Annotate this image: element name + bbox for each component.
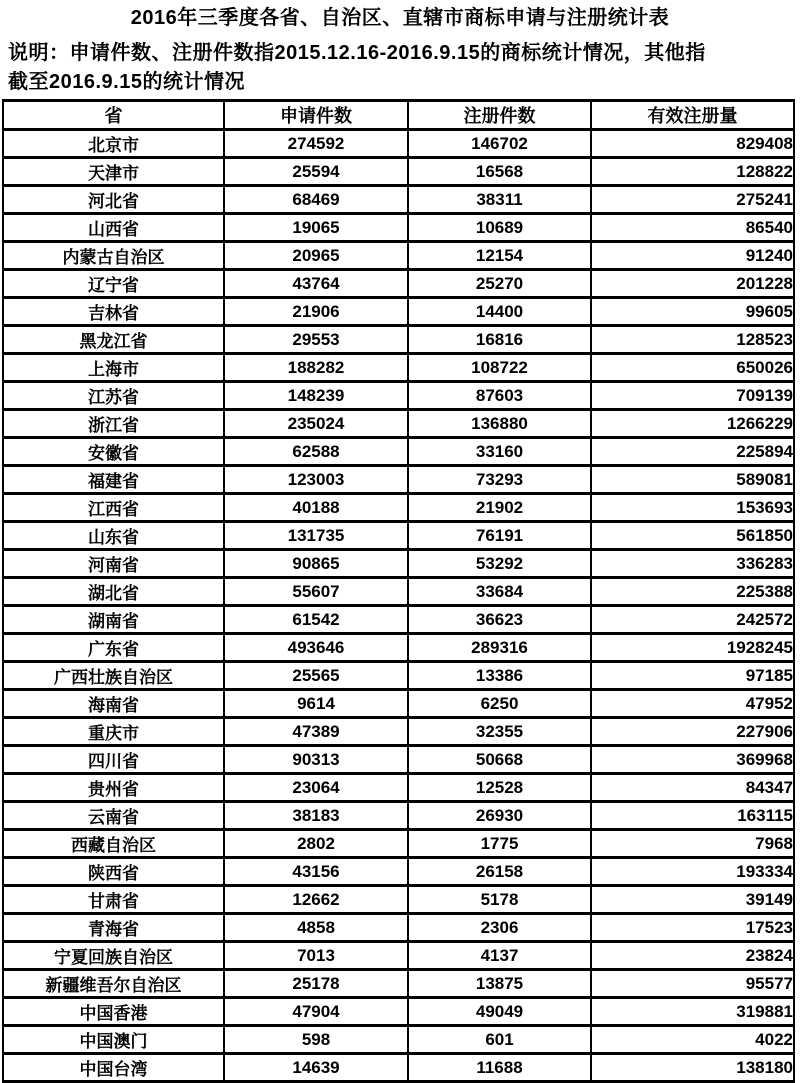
applications-cell: 62588 (224, 438, 408, 466)
applications-cell: 123003 (224, 466, 408, 494)
table-row (3, 606, 794, 634)
registrations-cell: 16568 (408, 158, 591, 186)
applications-cell: 493646 (224, 634, 408, 662)
registrations-cell: 50668 (408, 746, 591, 774)
page-title: 2016年三季度各省、自治区、直辖市商标申请与注册统计表 (130, 7, 670, 29)
applications-cell: 19065 (224, 214, 408, 242)
table-row (3, 410, 794, 438)
valid-registrations-cell: 275241 (591, 186, 794, 214)
table-row (3, 802, 794, 830)
registrations-cell: 73293 (408, 466, 591, 494)
province-cell: 江苏省 (3, 382, 224, 410)
applications-cell: 68469 (224, 186, 408, 214)
valid-registrations-cell: 138180 (591, 1054, 794, 1082)
valid-registrations-cell: 39149 (591, 886, 794, 914)
registrations-cell: 10689 (408, 214, 591, 242)
table-row (3, 662, 794, 690)
valid-registrations-cell: 84347 (591, 774, 794, 802)
table-row (3, 746, 794, 774)
applications-cell: 25594 (224, 158, 408, 186)
valid-registrations-cell: 829408 (591, 130, 794, 158)
table-row (3, 242, 794, 270)
table-row (3, 522, 794, 550)
table-row (3, 578, 794, 606)
note-line-1: 说明：申请件数、注册件数指2015.12.16-2016.9.15的商标统计情况，其他指 (8, 42, 706, 64)
valid-registrations-cell: 128523 (591, 326, 794, 354)
registrations-cell: 33160 (408, 438, 591, 466)
province-cell: 福建省 (3, 466, 224, 494)
registrations-cell: 13875 (408, 970, 591, 998)
table-row (3, 130, 794, 158)
applications-cell: 29553 (224, 326, 408, 354)
table-row (3, 886, 794, 914)
table-row (3, 214, 794, 242)
valid-registrations-cell: 225388 (591, 578, 794, 606)
table-row (3, 186, 794, 214)
valid-registrations-cell: 193334 (591, 858, 794, 886)
table-row (3, 858, 794, 886)
province-cell: 上海市 (3, 354, 224, 382)
header-province: 省 (3, 101, 224, 130)
valid-registrations-cell: 97185 (591, 662, 794, 690)
applications-cell: 7013 (224, 942, 408, 970)
province-cell: 吉林省 (3, 298, 224, 326)
valid-registrations-cell: 225894 (591, 438, 794, 466)
valid-registrations-cell: 23824 (591, 942, 794, 970)
valid-registrations-cell: 709139 (591, 382, 794, 410)
valid-registrations-cell: 99605 (591, 298, 794, 326)
applications-cell: 40188 (224, 494, 408, 522)
province-cell: 海南省 (3, 690, 224, 718)
applications-cell: 90865 (224, 550, 408, 578)
registrations-cell: 601 (408, 1026, 591, 1054)
header-row (3, 101, 794, 130)
province-cell: 云南省 (3, 802, 224, 830)
valid-registrations-cell: 4022 (591, 1026, 794, 1054)
valid-registrations-cell: 95577 (591, 970, 794, 998)
province-cell: 中国澳门 (3, 1026, 224, 1054)
province-cell: 山西省 (3, 214, 224, 242)
applications-cell: 274592 (224, 130, 408, 158)
applications-cell: 55607 (224, 578, 408, 606)
valid-registrations-cell: 153693 (591, 494, 794, 522)
province-cell: 天津市 (3, 158, 224, 186)
applications-cell: 14639 (224, 1054, 408, 1082)
valid-registrations-cell: 1266229 (591, 410, 794, 438)
province-cell: 山东省 (3, 522, 224, 550)
registrations-cell: 136880 (408, 410, 591, 438)
applications-cell: 20965 (224, 242, 408, 270)
applications-cell: 188282 (224, 354, 408, 382)
province-cell: 广东省 (3, 634, 224, 662)
province-cell: 湖北省 (3, 578, 224, 606)
table-row (3, 382, 794, 410)
applications-cell: 148239 (224, 382, 408, 410)
applications-cell: 21906 (224, 298, 408, 326)
province-cell: 西藏自治区 (3, 830, 224, 858)
table-row (3, 942, 794, 970)
table-row (3, 326, 794, 354)
registrations-cell: 76191 (408, 522, 591, 550)
table-row (3, 354, 794, 382)
registrations-cell: 146702 (408, 130, 591, 158)
valid-registrations-cell: 561850 (591, 522, 794, 550)
applications-cell: 47904 (224, 998, 408, 1026)
province-cell: 安徽省 (3, 438, 224, 466)
province-cell: 内蒙古自治区 (3, 242, 224, 270)
valid-registrations-cell: 227906 (591, 718, 794, 746)
registrations-cell: 26930 (408, 802, 591, 830)
valid-registrations-cell: 7968 (591, 830, 794, 858)
registrations-cell: 33684 (408, 578, 591, 606)
registrations-cell: 32355 (408, 718, 591, 746)
applications-cell: 25565 (224, 662, 408, 690)
registrations-cell: 21902 (408, 494, 591, 522)
applications-cell: 131735 (224, 522, 408, 550)
table-row (3, 466, 794, 494)
applications-cell: 43156 (224, 858, 408, 886)
valid-registrations-cell: 319881 (591, 998, 794, 1026)
table-row (3, 634, 794, 662)
table-row (3, 494, 794, 522)
province-cell: 中国香港 (3, 998, 224, 1026)
applications-cell: 43764 (224, 270, 408, 298)
valid-registrations-cell: 163115 (591, 802, 794, 830)
registrations-cell: 49049 (408, 998, 591, 1026)
province-cell: 新疆维吾尔自治区 (3, 970, 224, 998)
province-cell: 甘肃省 (3, 886, 224, 914)
applications-cell: 38183 (224, 802, 408, 830)
registrations-cell: 2306 (408, 914, 591, 942)
province-cell: 河北省 (3, 186, 224, 214)
applications-cell: 2802 (224, 830, 408, 858)
province-cell: 江西省 (3, 494, 224, 522)
registrations-cell: 53292 (408, 550, 591, 578)
valid-registrations-cell: 1928245 (591, 634, 794, 662)
valid-registrations-cell: 86540 (591, 214, 794, 242)
registrations-cell: 4137 (408, 942, 591, 970)
valid-registrations-cell: 369968 (591, 746, 794, 774)
registrations-cell: 5178 (408, 886, 591, 914)
valid-registrations-cell: 650026 (591, 354, 794, 382)
registrations-cell: 6250 (408, 690, 591, 718)
table-row (3, 830, 794, 858)
applications-cell: 25178 (224, 970, 408, 998)
province-cell: 四川省 (3, 746, 224, 774)
applications-cell: 23064 (224, 774, 408, 802)
registrations-cell: 11688 (408, 1054, 591, 1082)
applications-cell: 12662 (224, 886, 408, 914)
table-row (3, 690, 794, 718)
province-cell: 青海省 (3, 914, 224, 942)
table-row (3, 774, 794, 802)
registrations-cell: 87603 (408, 382, 591, 410)
table-row (3, 550, 794, 578)
table-row (3, 270, 794, 298)
table-row (3, 298, 794, 326)
registrations-cell: 13386 (408, 662, 591, 690)
valid-registrations-cell: 589081 (591, 466, 794, 494)
province-cell: 浙江省 (3, 410, 224, 438)
table-row (3, 1054, 794, 1082)
registrations-cell: 25270 (408, 270, 591, 298)
note-line-2: 截至2016.9.15的统计情况 (8, 71, 245, 93)
valid-registrations-cell: 91240 (591, 242, 794, 270)
table-row (3, 914, 794, 942)
applications-cell: 90313 (224, 746, 408, 774)
applications-cell: 4858 (224, 914, 408, 942)
province-cell: 黑龙江省 (3, 326, 224, 354)
registrations-cell: 36623 (408, 606, 591, 634)
header-applications: 申请件数 (224, 101, 408, 130)
applications-cell: 598 (224, 1026, 408, 1054)
table-row (3, 438, 794, 466)
registrations-cell: 26158 (408, 858, 591, 886)
registrations-cell: 16816 (408, 326, 591, 354)
registrations-cell: 12528 (408, 774, 591, 802)
province-cell: 宁夏回族自治区 (3, 942, 224, 970)
note-paragraph (8, 39, 792, 97)
header-registrations: 注册件数 (408, 101, 591, 130)
province-cell: 中国台湾 (3, 1054, 224, 1082)
applications-cell: 9614 (224, 690, 408, 718)
table-row (3, 718, 794, 746)
table-body (3, 130, 794, 1082)
registrations-cell: 38311 (408, 186, 591, 214)
header-valid-registrations: 有效注册量 (591, 101, 794, 130)
stats-table (2, 99, 795, 1083)
applications-cell: 235024 (224, 410, 408, 438)
applications-cell: 47389 (224, 718, 408, 746)
valid-registrations-cell: 201228 (591, 270, 794, 298)
registrations-cell: 289316 (408, 634, 591, 662)
applications-cell: 61542 (224, 606, 408, 634)
province-cell: 陕西省 (3, 858, 224, 886)
registrations-cell: 1775 (408, 830, 591, 858)
registrations-cell: 108722 (408, 354, 591, 382)
registrations-cell: 12154 (408, 242, 591, 270)
province-cell: 辽宁省 (3, 270, 224, 298)
valid-registrations-cell: 242572 (591, 606, 794, 634)
province-cell: 湖南省 (3, 606, 224, 634)
valid-registrations-cell: 47952 (591, 690, 794, 718)
valid-registrations-cell: 336283 (591, 550, 794, 578)
province-cell: 广西壮族自治区 (3, 662, 224, 690)
province-cell: 贵州省 (3, 774, 224, 802)
registrations-cell: 14400 (408, 298, 591, 326)
province-cell: 北京市 (3, 130, 224, 158)
valid-registrations-cell: 128822 (591, 158, 794, 186)
table-header (3, 101, 794, 130)
table-row (3, 1026, 794, 1054)
valid-registrations-cell: 17523 (591, 914, 794, 942)
table-row (3, 158, 794, 186)
table-row (3, 998, 794, 1026)
province-cell: 重庆市 (3, 718, 224, 746)
table-row (3, 970, 794, 998)
document-page (0, 5, 800, 1079)
province-cell: 河南省 (3, 550, 224, 578)
